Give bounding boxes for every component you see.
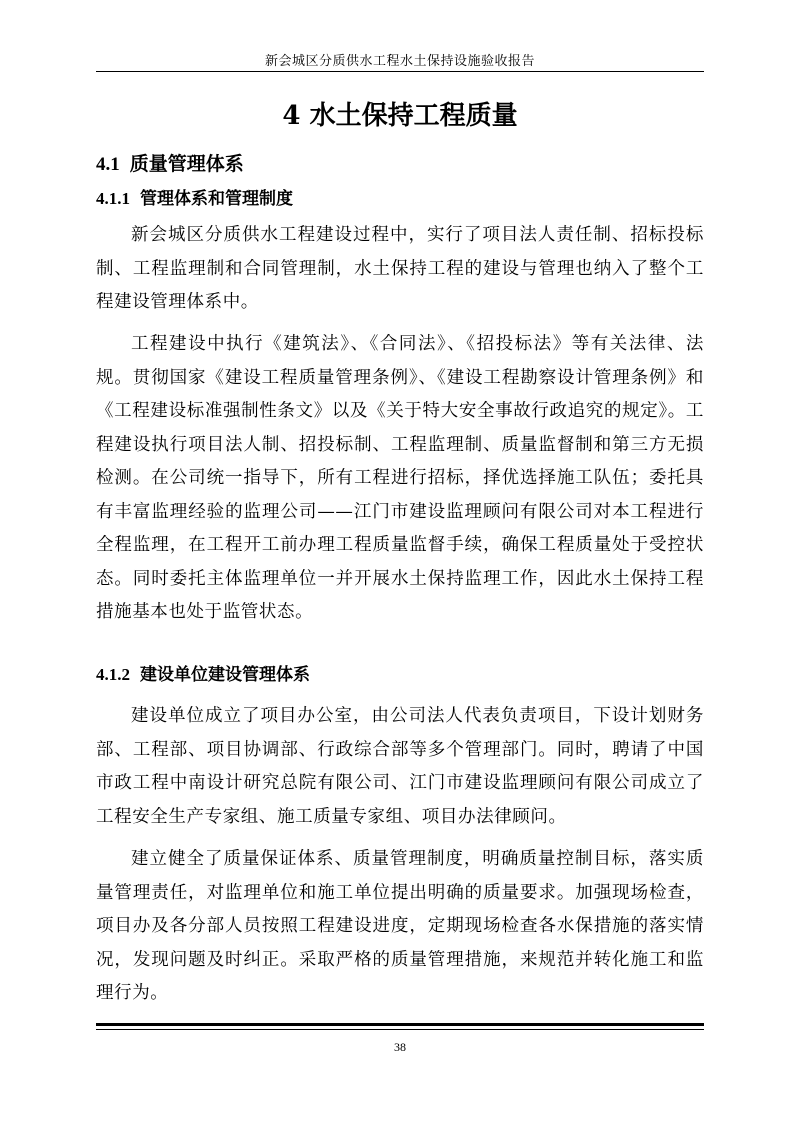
running-header: 新会城区分质供水工程水土保持设施验收报告 bbox=[264, 54, 535, 69]
section-title: 质量管理体系 bbox=[129, 153, 244, 175]
section-4-1-1-heading bbox=[96, 184, 293, 209]
paragraph: 建立健全了质量保证体系、质量管理制度，明确质量控制目标，落实质量管理责任，对监理单位和施工单位提出明确的质量要求。加强现场检查，项目办及各分部人员按照工程建设进度，定期现场检查各水保措施的落实情况，发现问题及时纠正。采取严格的质量管理措施，来规范并转化施工和监理行为。 bbox=[96, 849, 704, 1003]
paragraph: 工程建设中执行《建筑法》、《合同法》、《招投标法》等有关法律、法规。贯彻国家《建设工程质量管理条例》、《建设工程勘察设计管理条例》和《工程建设标准强制性条文》以及《关于特大安全事故行政追究的规定》。工程建设执行项目法人制、招投标制、工程监理制、质量监督制和第三方无损检测。在公司统一指导下，所有工程进行招标，择优选择施工队伍；委托具有丰富监理经验的监理公司——江门市建设监理顾问有限公司对本工程进行全程监理，在工程开工前办理工程质量监督手续，确保工程质量处于受控状态。同时委托主体监理单位一并开展水土保持监理工作，因此水土保持工程措施基本也处于监管状态。 bbox=[96, 334, 704, 622]
page-number: 38 bbox=[394, 1040, 406, 1054]
footer-rule-thin bbox=[96, 1029, 704, 1030]
section-number: 4.1.1 bbox=[96, 189, 130, 208]
section-number: 4.1 bbox=[96, 154, 120, 175]
section-title: 管理体系和管理制度 bbox=[140, 189, 293, 209]
section-4-1-2-heading bbox=[96, 660, 310, 685]
paragraph: 建设单位成立了项目办公室，由公司法人代表负责项目，下设计划财务部、工程部、项目协调部、行政综合部等多个管理部门。同时，聘请了中国市政工程中南设计研究总院有限公司、江门市建设监理顾问有限公司成立了工程安全生产专家组、施工质量专家组、项目办法律顾问。 bbox=[96, 706, 704, 827]
chapter-title: 4 水土保持工程质量 bbox=[282, 101, 518, 131]
section-4-1-heading bbox=[96, 149, 244, 176]
section-title: 建设单位建设管理体系 bbox=[140, 665, 310, 685]
header-rule bbox=[96, 71, 704, 72]
footer-rule bbox=[96, 1023, 704, 1026]
section-number: 4.1.2 bbox=[96, 665, 130, 684]
paragraph: 新会城区分质供水工程建设过程中，实行了项目法人责任制、招标投标制、工程监理制和合同管理制，水土保持工程的建设与管理也纳入了整个工程建设管理体系中。 bbox=[96, 225, 704, 312]
